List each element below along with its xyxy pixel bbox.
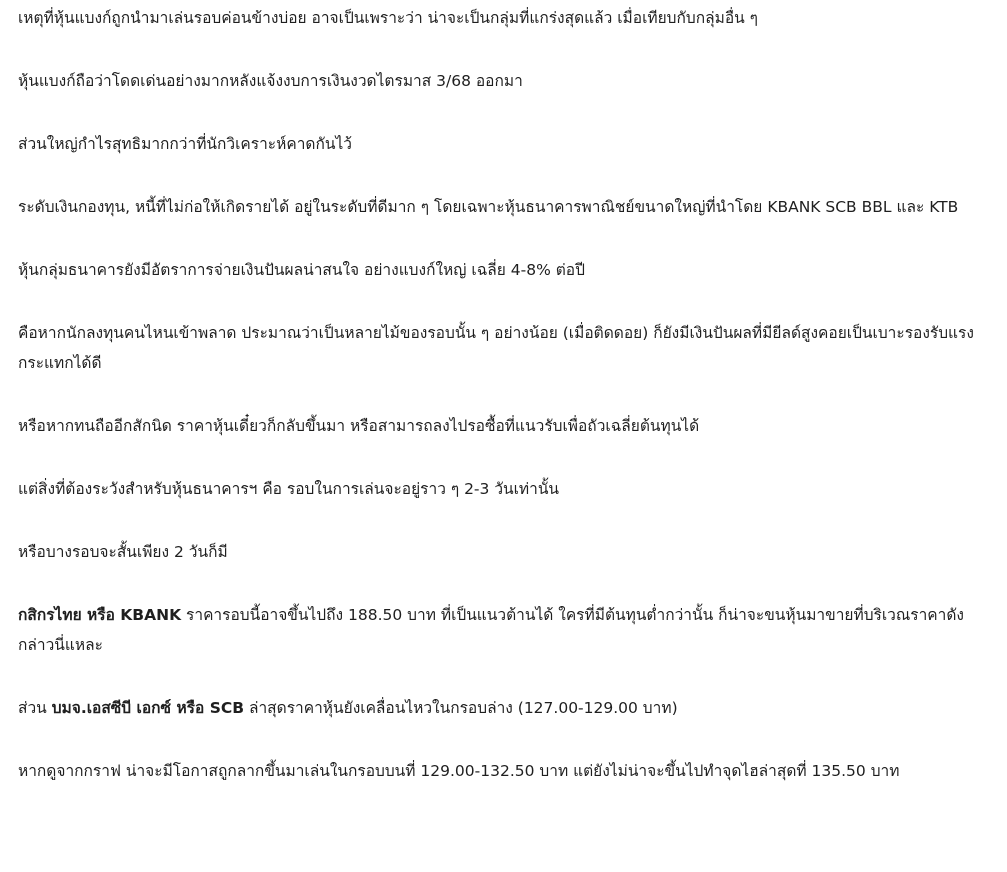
scb-text: ล่าสุดราคาหุ้นยังเคลื่อนไหวในกรอบล่าง (127.00-129.00 บาท) — [244, 699, 678, 717]
paragraph-gap — [18, 567, 981, 600]
paragraph-gap — [18, 660, 981, 693]
paragraph-last: หากดูจากกราฟ น่าจะมีโอกาสถูกลากขึ้นมาเล่นในกรอบบนที่ 129.00-132.50 บาท แต่ยังไม่น่าจะขึ้นไปทำจุดไฮล่าสุดที่ 135.50 บาท — [18, 762, 900, 780]
paragraph-3: ส่วนใหญ่กำไรสุทธิมากกว่าที่นักวิเคราะห์คาดกันไว้ — [18, 135, 352, 153]
paragraph-5: หุ้นกลุ่มธนาคารยังมีอัตราการจ่ายเงินปันผลน่าสนใจ อย่างแบงก์ใหญ่ เฉลี่ย 4-8% ต่อปี — [18, 261, 585, 279]
paragraph-gap — [18, 96, 981, 129]
paragraph-gap — [18, 33, 981, 66]
paragraph-gap — [18, 441, 981, 474]
paragraph-8: แต่สิ่งที่ต้องระวังสำหรับหุ้นธนาคารฯ คือ รอบในการเล่นจะอยู่ราว ๆ 2-3 วันเท่านั้น — [18, 480, 560, 498]
kbank-name-bold: กสิกรไทย หรือ KBANK — [18, 606, 182, 624]
paragraph-2: หุ้นแบงก์ถือว่าโดดเด่นอย่างมากหลังแจ้งงบการเงินงวดไตรมาส 3/68 ออกมา — [18, 72, 523, 90]
scb-prefix: ส่วน — [18, 699, 52, 717]
paragraph-gap — [18, 378, 981, 411]
paragraph-4: ระดับเงินกองทุน, หนี้ที่ไม่ก่อให้เกิดรายได้ อยู่ในระดับที่ดีมาก ๆ โดยเฉพาะหุ้นธนาคารพาณิชย์ขนาดใหญ่ที่นำโดย KBANK SCB BBL และ KTB — [18, 198, 959, 216]
paragraph-1: เหตุที่หุ้นแบงก์ถูกนำมาเล่นรอบค่อนข้างบ่อย อาจเป็นเพราะว่า น่าจะเป็นกลุ่มที่แกร่งสุดแล้ว เมื่อเทียบกับกลุ่มอื่น ๆ — [18, 9, 758, 27]
kbank-text: ราคารอบนี้อาจขึ้นไปถึง 188.50 บาท ที่เป็นแนวต้านได้ ใครที่มีต้นทุนต่ำกว่านั้น ก็น่าจะขนหุ้นมาขายที่บริเวณราคาดังกล่าวนี่แหละ — [18, 606, 964, 654]
paragraph-7: หรือหากทนถืออีกสักนิด ราคาหุ้นเดี๋ยวก็กลับขึ้นมา หรือสามารถลงไปรอซื้อที่แนวรับเพื่อถัวเฉลี่ยต้นทุนได้ — [18, 417, 700, 435]
paragraph-gap — [18, 159, 981, 192]
paragraph-scb — [18, 693, 981, 723]
paragraph-kbank — [18, 600, 981, 660]
paragraph-gap — [18, 504, 981, 537]
paragraph-gap — [18, 222, 981, 255]
paragraph-gap — [18, 723, 981, 756]
scb-name-bold: บมจ.เอสซีบี เอกซ์ หรือ SCB — [51, 699, 245, 717]
paragraph-gap — [18, 285, 981, 318]
paragraph-9: หรือบางรอบจะสั้นเพียง 2 วันก็มี — [18, 543, 228, 561]
paragraph-6: คือหากนักลงทุนคนไหนเข้าพลาด ประมาณว่าเป็นหลายไม้ของรอบนั้น ๆ อย่างน้อย (เมื่อติดดอย) ก็ยังมีเงินปันผลที่มียีลด์สูงคอยเป็นเบาะรองรับแรงกระแทกได้ดี — [18, 324, 974, 372]
